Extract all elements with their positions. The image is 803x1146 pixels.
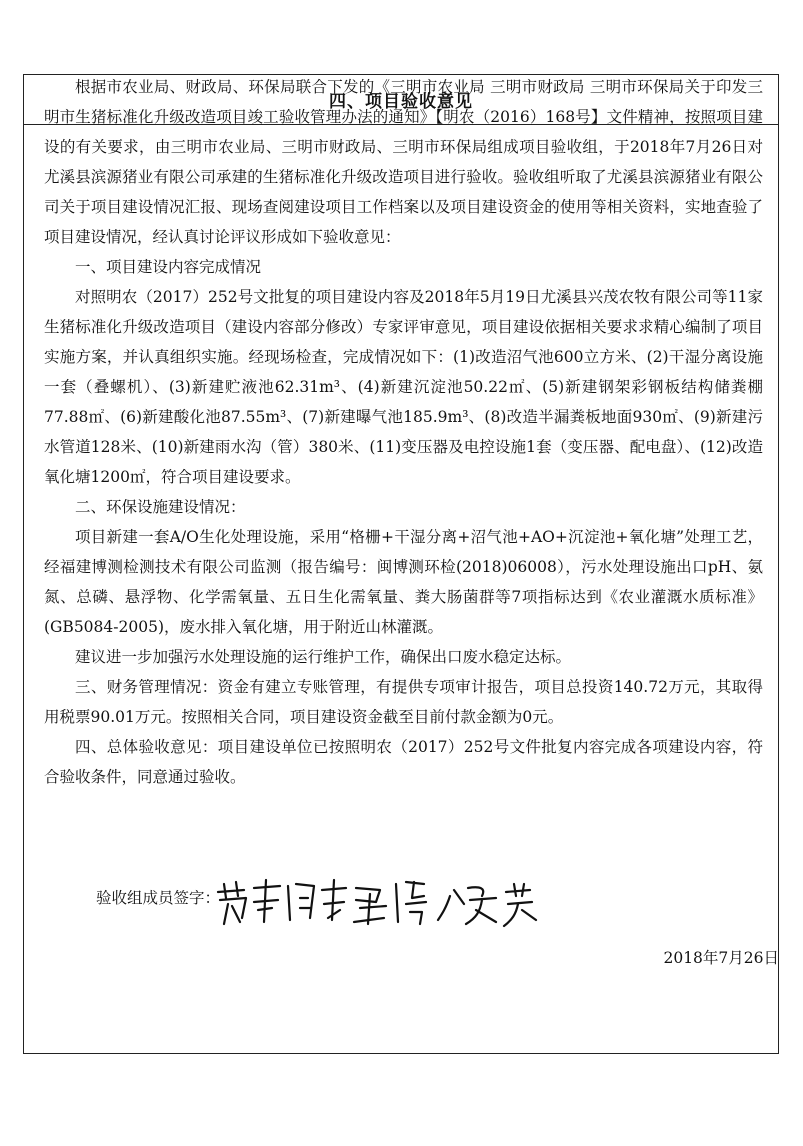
- suggestion-paragraph: 建议进一步加强污水处理设施的运行维护工作，确保出口废水稳定达标。: [75, 648, 572, 666]
- environment-paragraph: 项目新建一套A/O生化处理设施，采用“格栅+干湿分离+沼气池+AO+沉淀池+氧化塘”处理工艺，经福建博测检测技术有限公司监测（报告编号：闽博测环检(2018)06008），污水处理设施出口pH、氨氮、总磷、悬浮物、化学需氧量、五日生化需氧量、粪大肠菌群等7项指标达到《农业灌溉水质标准》(GB5084-2005)，废水排入氧化塘，用于附近山林灌溉。: [44, 528, 763, 636]
- document-date: 2018年7月26日: [663, 949, 779, 967]
- completion-paragraph: 对照明农（2017）252号文批复的项目建设内容及2018年5月19日尤溪县兴茂农牧有限公司等11家生猪标准化升级改造项目（建设内容部分修改）专家评审意见，项目建设依据相关要求求精心编制了项目实施方案，并认真组织实施。经现场检查，完成情况如下：(1)改造沼气池600立方米、(2)干湿分离设施一套（叠螺机）、(3)新建贮液池62.31m³、(4)新建沉淀池50.22㎡、(5)新建钢架彩钢板结构储粪棚77.88㎡、(6)新建酸化池87.55m³、(7)新建曝气池185.9m³、(8)改造半漏粪板地面930㎡、(9)新建污水管道128米、(10)新建雨水沟（管）380米、(11)变压器及电控设施1套（变压器、配电盘）、(12)改造氧化塘1200㎡，符合项目建设要求。: [44, 288, 763, 486]
- intro-paragraph: 根据市农业局、财政局、环保局联合下发的《三明市农业局 三明市财政局 三明市环保局关于印发三明市生猪标准化升级改造项目竣工验收管理办法的通知》【明农（2016）168号】文件精神，按照项目建设的有关要求，由三明市农业局、三明市财政局、三明市环保局组成项目验收组，于2018年7月26日对尤溪县滨源猪业有限公司承建的生猪标准化升级改造项目进行验收。验收组听取了尤溪县滨源猪业有限公司关于项目建设情况汇报、现场查阅建设项目工作档案以及项目建设资金的使用等相关资料，实地查验了项目建设情况，经认真讨论评议形成如下验收意见：: [44, 78, 763, 246]
- section-title: 四、项目验收意见: [329, 92, 473, 112]
- signature-label: 验收组成员签字：: [96, 889, 221, 907]
- overall-opinion-paragraph: 四、总体验收意见：项目建设单位已按照明农（2017）252号文件批复内容完成各项建设内容，符合验收条件，同意通过验收。: [44, 738, 763, 786]
- signature-row: [60, 880, 700, 940]
- handwritten-signatures: [210, 874, 550, 934]
- section-heading-environment: 二、环保设施建设情况：: [75, 498, 246, 516]
- opinion-body: [44, 72, 763, 792]
- section-heading-completion: 一、项目建设内容完成情况: [75, 258, 262, 276]
- finance-paragraph: 三、财务管理情况：资金有建立专账管理，有提供专项审计报告，项目总投资140.72万元，其取得用税票90.01万元。按照相关合同，项目建设资金截至目前付款金额为0元。: [44, 678, 763, 726]
